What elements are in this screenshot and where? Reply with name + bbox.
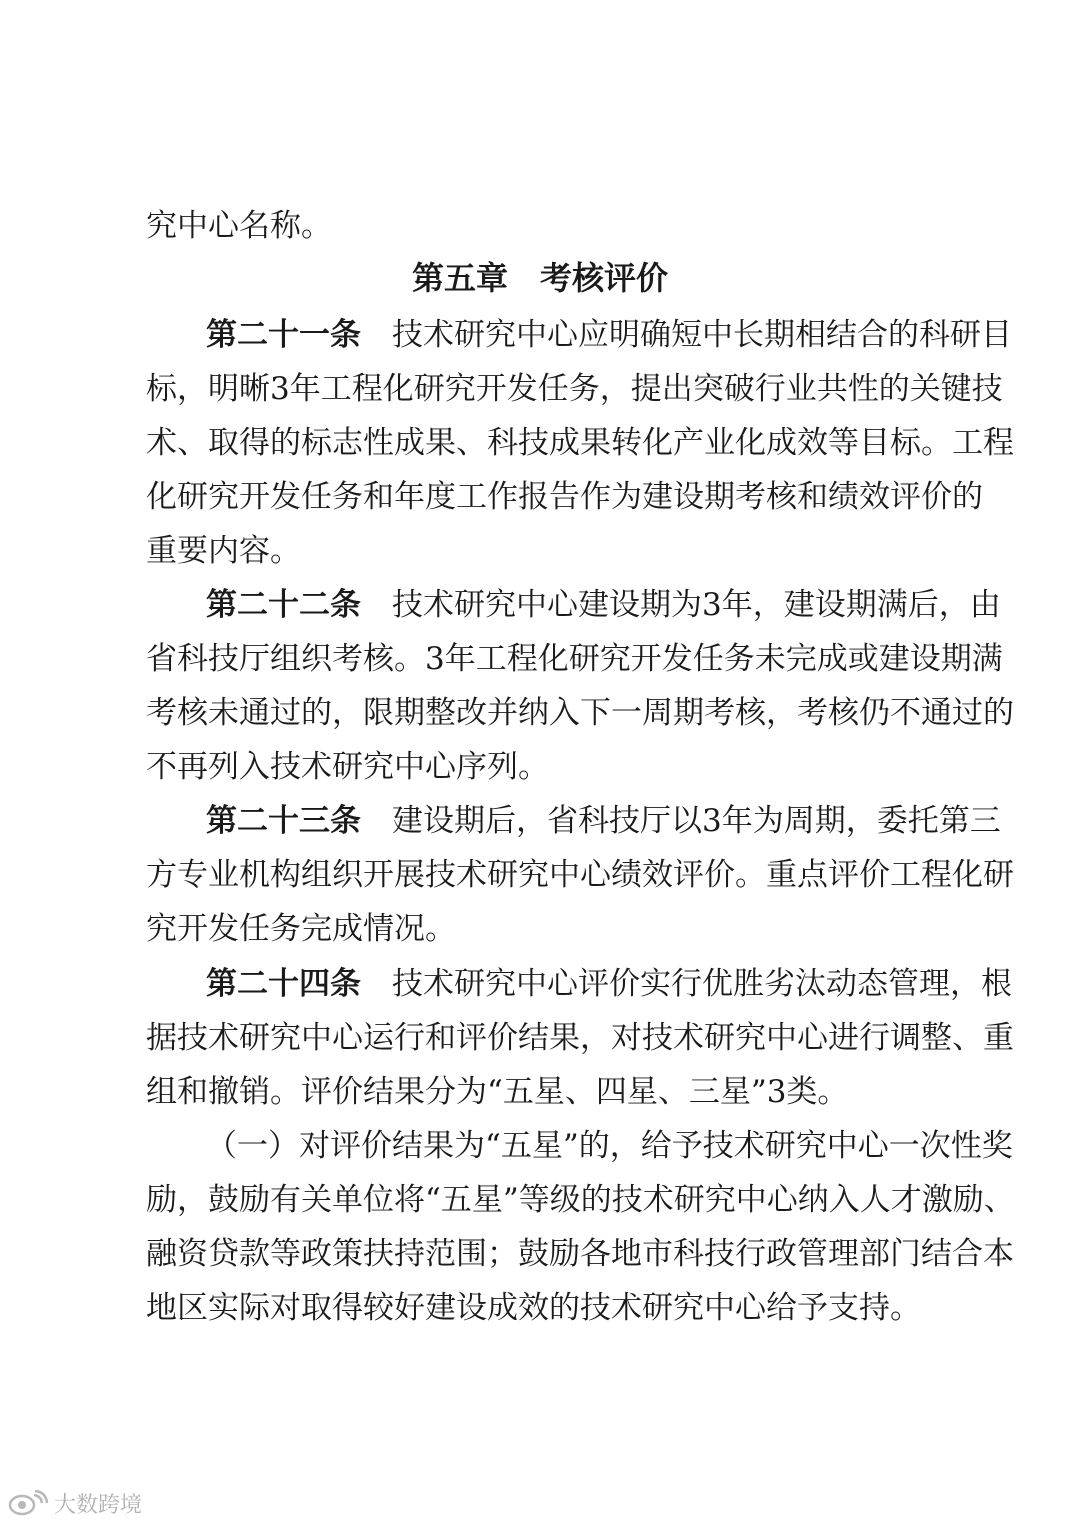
paragraph-continuation: 究中心名称。 xyxy=(146,208,332,244)
article-21-line-4: 化研究开发任务和年度工作报告作为建设期考核和绩效评价的 xyxy=(146,479,983,515)
item-1-line-1: （一）对评价结果为“五星”的，给予技术研究中心一次性奖 xyxy=(206,1128,1013,1164)
article-23-line-1: 第二十三条 建设期后，省科技厅以3年为周期，委托第三 xyxy=(206,803,1001,839)
article-21-line-3: 术、取得的标志性成果、科技成果转化产业化成效等目标。工程 xyxy=(146,425,1014,461)
article-label: 第二十一条 xyxy=(206,317,361,353)
article-label: 第二十四条 xyxy=(206,966,361,1002)
item-1-line-3: 融资贷款等政策扶持范围；鼓励各地市科技行政管理部门结合本 xyxy=(146,1236,1014,1272)
article-24-line-3: 组和撤销。评价结果分为“五星、四星、三星”3类。 xyxy=(146,1074,849,1110)
article-label: 第二十三条 xyxy=(206,803,361,839)
article-22-line-3: 考核未通过的，限期整改并纳入下一周期考核，考核仍不通过的 xyxy=(146,695,1014,731)
article-22-line-1: 第二十二条 技术研究中心建设期为3年，建设期满后，由 xyxy=(206,587,1001,623)
article-21-line-2: 标，明晰3年工程化研究开发任务，提出突破行业共性的关键技 xyxy=(146,371,1003,407)
article-22-line-4: 不再列入技术研究中心序列。 xyxy=(146,749,549,785)
article-23-line-2: 方专业机构组织开展技术研究中心绩效评价。重点评价工程化研 xyxy=(146,857,1014,893)
article-24-line-2: 据技术研究中心运行和评价结果，对技术研究中心进行调整、重 xyxy=(146,1020,1014,1056)
article-21-line-1: 第二十一条 技术研究中心应明确短中长期相结合的科研目 xyxy=(206,317,1012,353)
watermark xyxy=(8,1488,142,1518)
chapter-number: 第五章 xyxy=(411,259,508,297)
chapter-heading xyxy=(0,258,1080,298)
article-21-line-5: 重要内容。 xyxy=(146,533,301,569)
weibo-eye-logo-icon xyxy=(8,1490,48,1516)
watermark-text: 大数跨境 xyxy=(54,1492,143,1518)
chapter-title: 考核评价 xyxy=(540,259,669,297)
article-24-line-1: 第二十四条 技术研究中心评价实行优胜劣汰动态管理，根 xyxy=(206,966,1012,1002)
item-1-line-4: 地区实际对取得较好建设成效的技术研究中心给予支持。 xyxy=(146,1290,921,1326)
item-1-line-2: 励，鼓励有关单位将“五星”等级的技术研究中心纳入人才激励、 xyxy=(146,1182,1015,1218)
article-22-line-2: 省科技厅组织考核。3年工程化研究开发任务未完成或建设期满 xyxy=(146,641,1003,677)
article-label: 第二十二条 xyxy=(206,587,361,623)
article-23-line-3: 究开发任务完成情况。 xyxy=(146,911,456,947)
